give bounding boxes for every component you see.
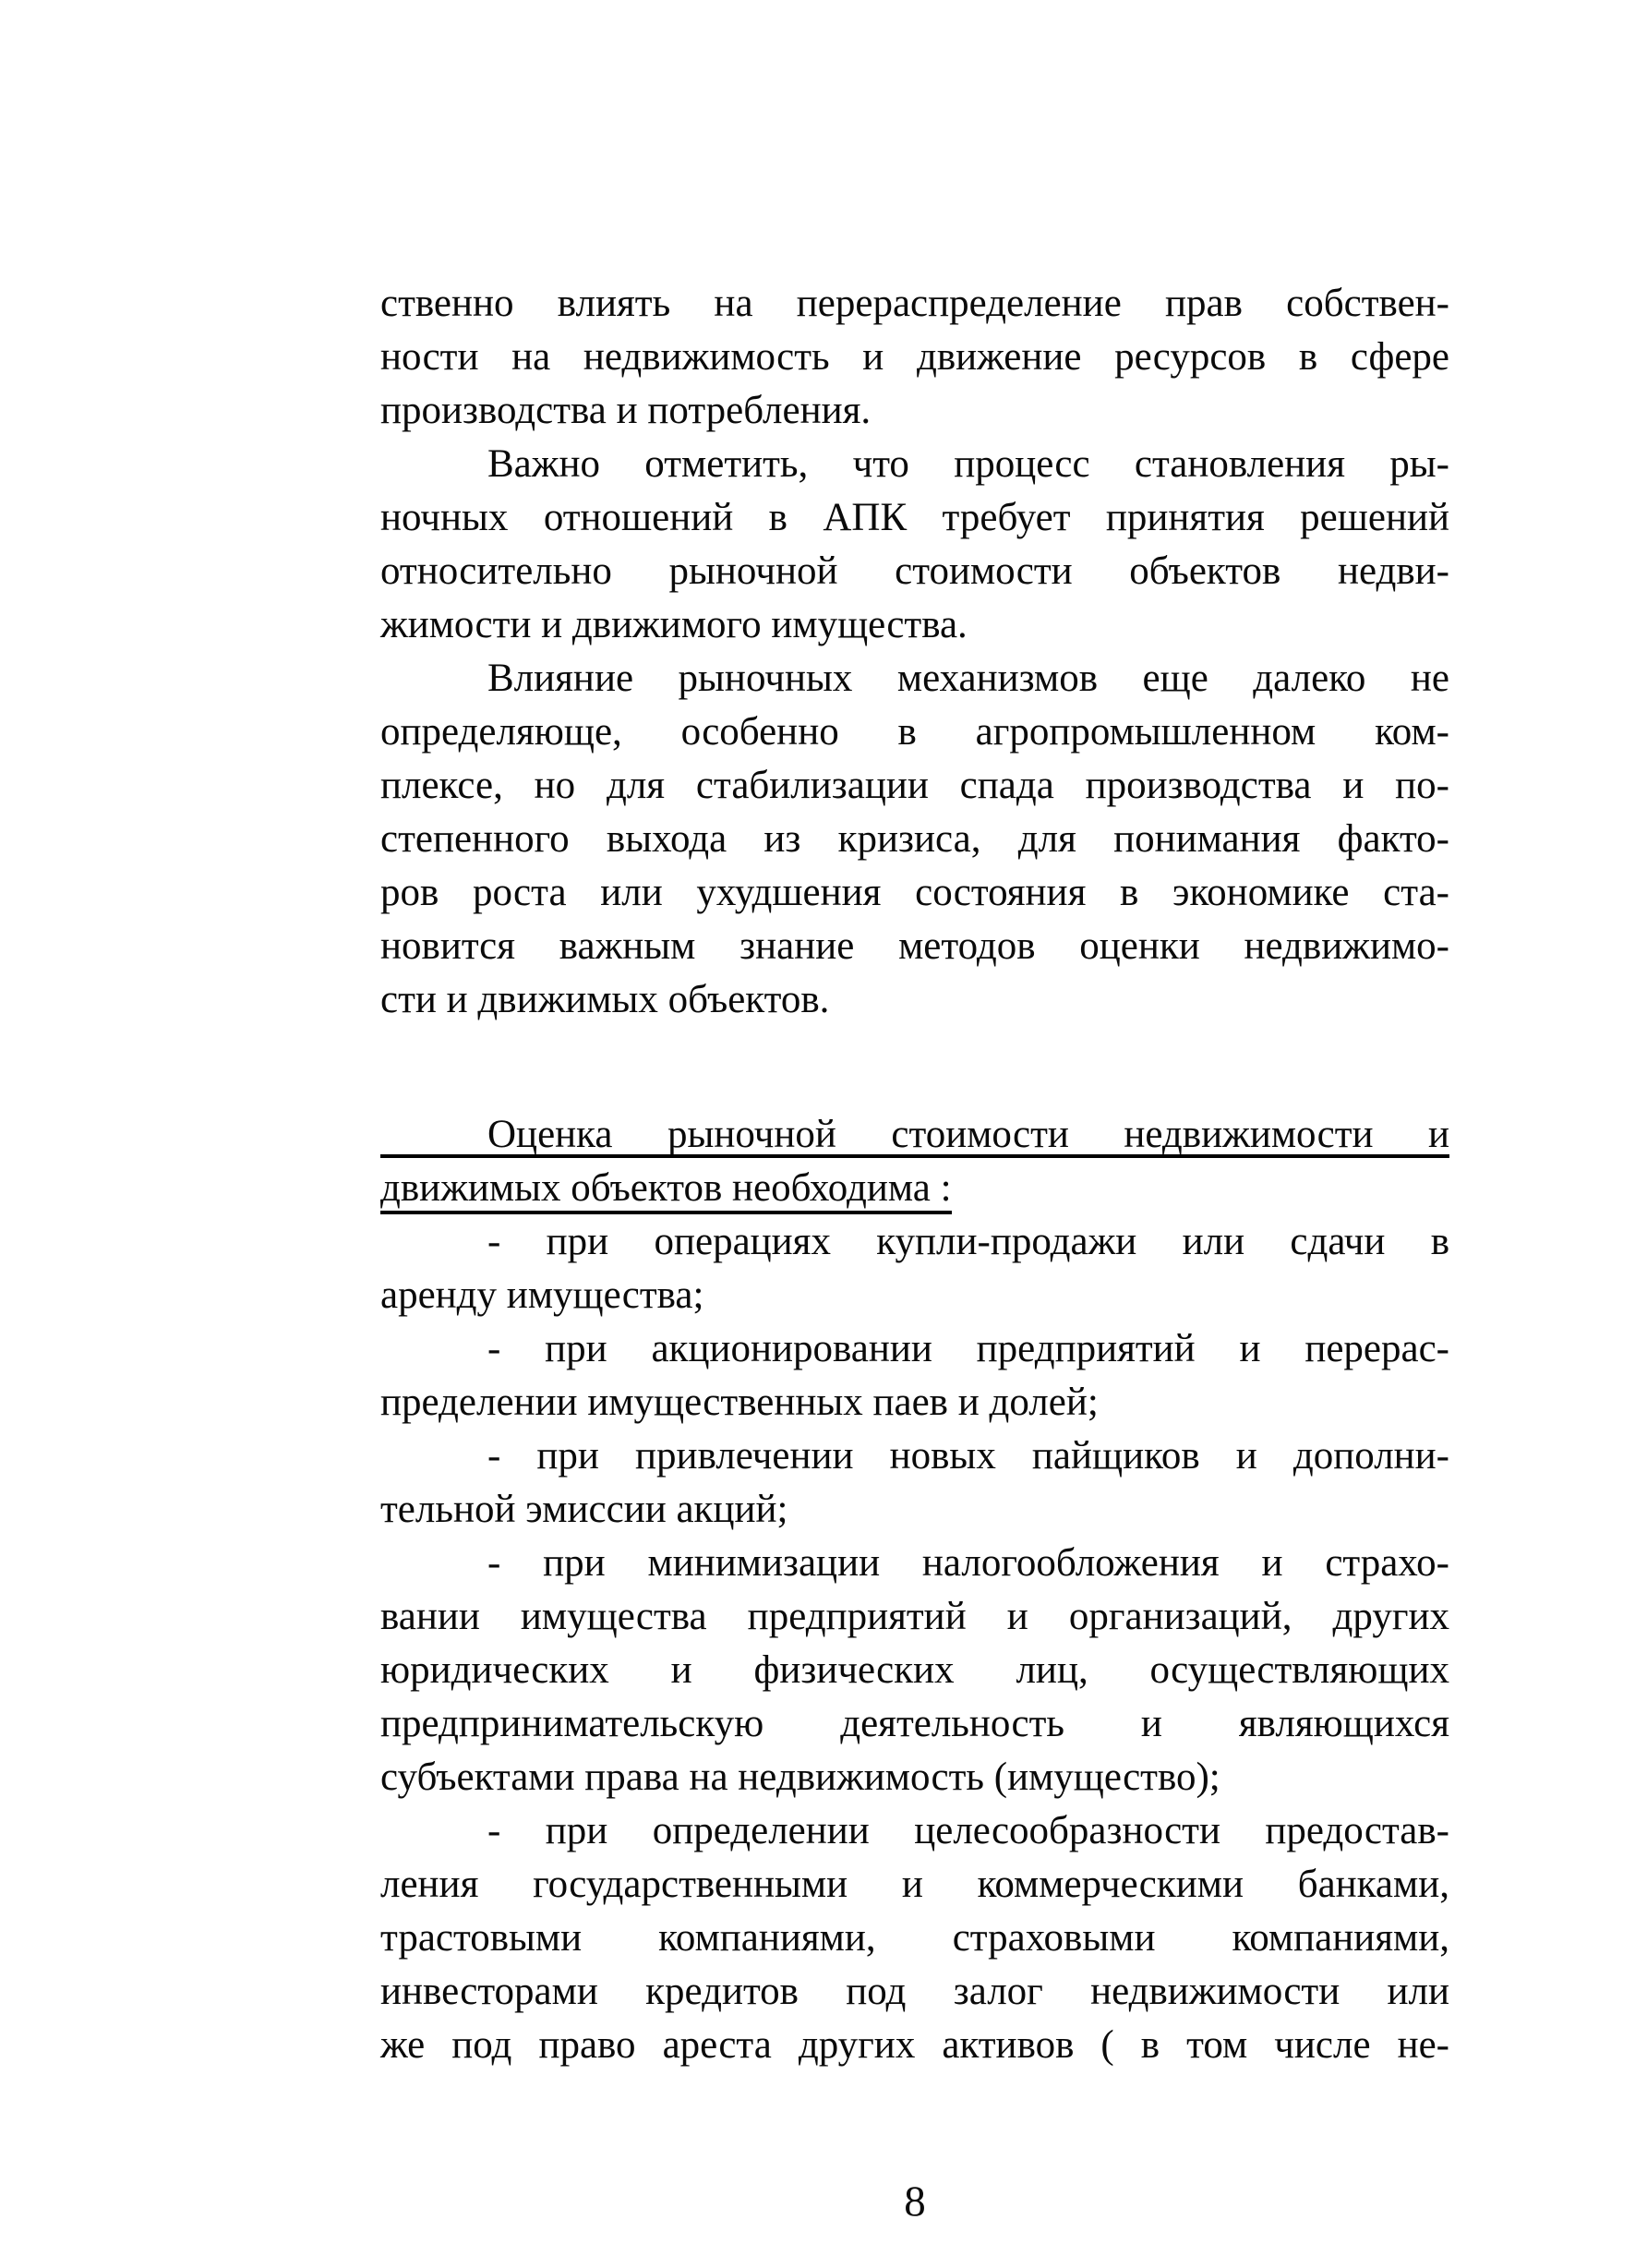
text-line: относительно рыночной стоимости объектов недви- (380, 549, 1449, 593)
text-line: - при акционировании предприятий и перерас- (487, 1327, 1449, 1370)
underlined-text: движимых объектов необходима : (380, 1165, 952, 1214)
text-line: жимости и движимого имущества. (380, 603, 968, 646)
text-line: ности на недвижимость и движение ресурсов в сфере (380, 335, 1449, 379)
page-number: 8 (904, 2178, 926, 2226)
text-block (380, 277, 1449, 2072)
bullet-tax-insurance (380, 1537, 1449, 1804)
text-line: инвесторами кредитов под залог недвижимости или (380, 1970, 1449, 2013)
text-line: - при операциях купли-продажи или сдачи в (487, 1220, 1449, 1263)
text-line: Важно отметить, что процесс становления ры- (487, 442, 1449, 486)
text-line: тельной эмиссии акций; (380, 1488, 788, 1531)
text-line: сти и движимых объектов. (380, 978, 830, 1021)
text-line: Влияние рыночных механизмов еще далеко не (487, 657, 1449, 700)
text-line: трастовыми компаниями, страховыми компаниями, (380, 1916, 1449, 1960)
text-line: ночных отношений в АПК требует принятия решений (380, 496, 1449, 539)
bullet-credit-collateral (380, 1804, 1449, 2072)
text-line: ров роста или ухудшения состояния в экономике ста- (380, 871, 1449, 914)
bullet-new-shareholders (380, 1430, 1449, 1537)
text-line: Оценка рыночной стоимости недвижимости и (380, 1108, 1449, 1162)
paragraph-continuation (380, 277, 1449, 438)
heading-valuation-needed (380, 1108, 1449, 1215)
bullet-sale-lease (380, 1215, 1449, 1322)
paragraph-market-mechanisms (380, 652, 1449, 1027)
text-line (380, 1162, 1449, 1215)
text-line: ственно влиять на перераспределение прав собствен- (380, 282, 1449, 325)
text-line: определяюще, особенно в агропромышленном ком- (380, 710, 1449, 754)
paragraph-apk (380, 438, 1449, 652)
text-line: субъектами права на недвижимость (имущество); (380, 1755, 1220, 1799)
text-line: - при определении целесообразности предостав- (487, 1809, 1449, 1852)
text-line: плексе, но для стабилизации спада производства и по- (380, 764, 1449, 807)
text-line: аренду имущества; (380, 1273, 704, 1317)
text-line: вании имущества предприятий и организаций, других (380, 1595, 1449, 1638)
bullet-corporatization (380, 1322, 1449, 1430)
text-line: юридических и физических лиц, осуществляющих (380, 1648, 1449, 1692)
text-line: пределении имущественных паев и долей; (380, 1381, 1099, 1424)
text-line: степенного выхода из кризиса, для понимания факто- (380, 817, 1449, 861)
text-line: же под право ареста других активов ( в том числе не- (380, 2023, 1449, 2067)
text-line: новится важным знание методов оценки недвижимо- (380, 924, 1449, 968)
text-line: - при привлечении новых пайщиков и дополни- (487, 1434, 1449, 1478)
text-line: ления государственными и коммерческими банками, (380, 1863, 1449, 1906)
text-line: - при минимизации налогообложения и страхо- (487, 1541, 1449, 1585)
text-line: производства и потребления. (380, 389, 872, 432)
text-line: предпринимательскую деятельность и являющихся (380, 1702, 1449, 1745)
